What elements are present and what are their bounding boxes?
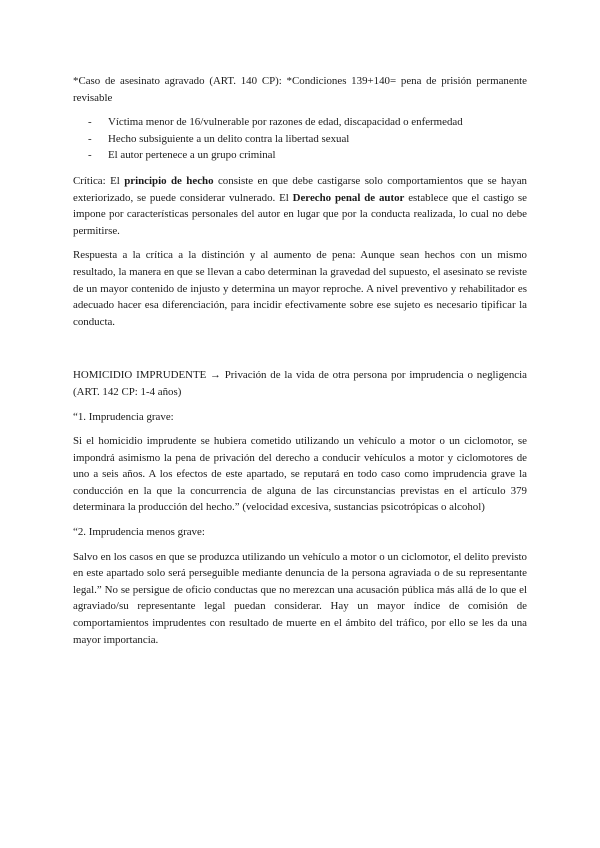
list-item [73,114,527,131]
homicidio-imprudente-heading: HOMICIDIO IMPRUDENTE → Privación de la vida de otra persona por imprudencia o negligencia (ART. 142 CP: 1-4 años) [73,369,527,398]
list-item [73,147,527,164]
principio-de-hecho-term: principio de hecho [124,174,214,187]
bullet-dash: - [88,149,92,162]
critica-paragraph [73,173,527,239]
derecho-penal-de-autor-term: Derecho penal de autor [292,191,405,204]
critica-text-3: establece que el castigo se impone por características personales del autor en lugar que por la conducta realizada, lo cual no debe permitirse. [73,191,527,237]
list-item-text: El autor pertenece a un grupo criminal [108,149,276,162]
respuesta-paragraph: Respuesta a la crítica a la distinción y al aumento de pena: Aunque sean hechos con un mismo resultado, la manera en que se llevan a cabo determinan la gravedad del supuesto, el asesinato se reviste de un mayor contenido de injusto y determina un mayor reproche. A nivel preventivo y rehabilitador es adecuado hacer esa diferenciación, para incidir efectivamente sobre ese sujeto es necesario tipificar la conducta. [73,249,527,328]
page-content [73,73,527,648]
list-item-text: Hecho subsiguiente a un delito contra la libertad sexual [108,132,350,145]
imprudencia-menos-grave-heading: “2. Imprudencia menos grave: [73,526,205,539]
conditions-list [73,114,527,164]
bullet-dash: - [88,116,92,129]
critica-text-1: Crítica: El [73,174,125,187]
list-item [73,131,527,148]
critica-text-2: consiste en que debe castigarse solo comportamientos que se hayan exteriorizado, se puede considerar vulnerado. El [73,174,527,204]
imprudencia-grave-paragraph: Si el homicidio imprudente se hubiera cometido utilizando un vehículo a motor o un ciclomotor, se impondrá asimismo la pena de privación del derecho a conducir vehículos a motor y ciclomotores de uno a seis años. A los efectos de este apartado, se reputará en todo caso como imprudencia grave la conducción en la que la concurrencia de alguna de las circunstancias previstas en el artículo 379 determinara la producción del hecho.” (velocidad excesiva, sustancias psicotrópicas o alcohol) [73,435,527,514]
bullet-dash: - [88,132,92,145]
imprudencia-menos-grave-paragraph: Salvo en los casos en que se produzca utilizando un vehículo a motor o un ciclomotor, el delito previsto en este apartado solo será perseguible mediante denuncia de la persona agraviada o de su representante legal.” No se persigue de oficio conductas que no merezcan una acusación pública más allá de lo que el agraviado/su representante legal puedan considerar. Hay un mayor índice de comisión de comportamientos imprudentes con resultado de muerte en el ámbito del tráfico, por ello se les da una mayor importancia. [73,550,527,646]
intro-paragraph: *Caso de asesinato agravado (ART. 140 CP): *Condiciones 139+140= pena de prisión permanente revisable [73,75,527,104]
list-item-text: Víctima menor de 16/vulnerable por razones de edad, discapacidad o enfermedad [108,116,463,129]
imprudencia-grave-heading: “1. Imprudencia grave: [73,410,174,423]
